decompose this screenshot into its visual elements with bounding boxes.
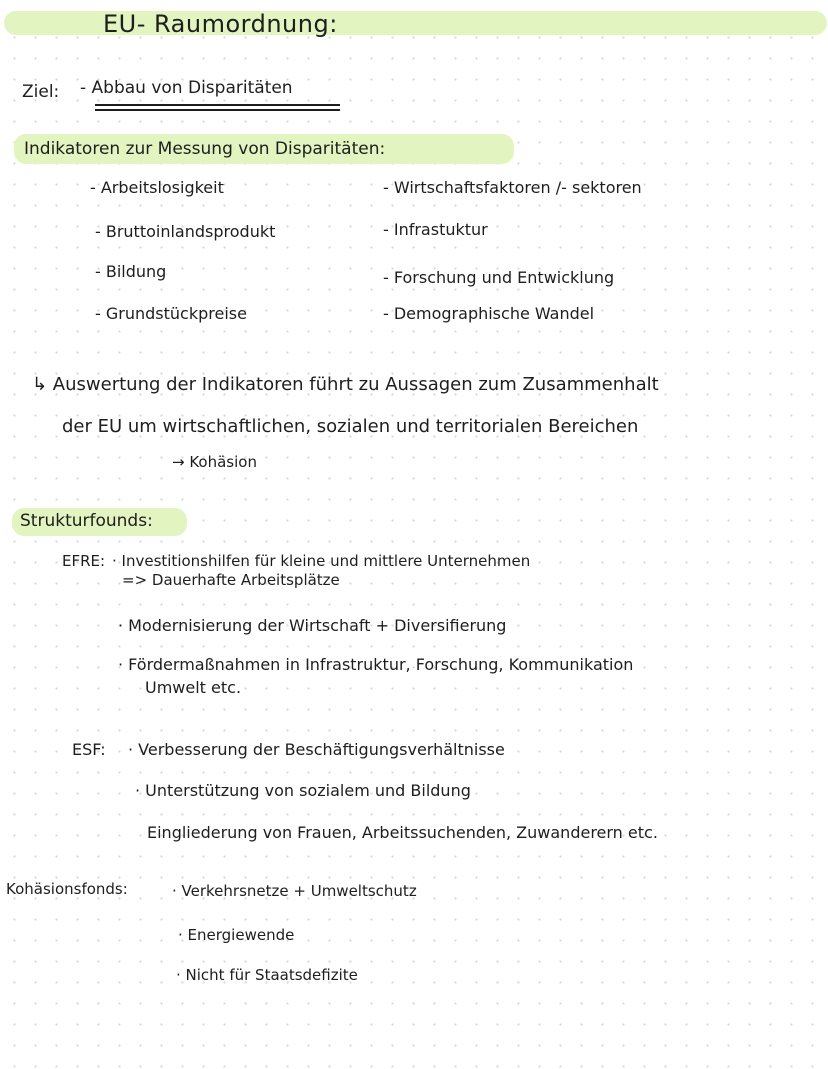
cohesion-fund-line-2: · Energiewende (178, 926, 295, 944)
cohesion-fund-line-3: · Nicht für Staatsdefizite (176, 966, 358, 984)
efre-line-3: · Modernisierung der Wirtschaft + Diversifierung (118, 616, 507, 635)
page-title: EU- Raumordnung: (103, 10, 338, 38)
goal-text: - Abbau von Disparitäten (80, 78, 293, 98)
esf-line-2: · Unterstützung von sozialem und Bildung (135, 781, 471, 800)
evaluation-line-2: der EU um wirtschaftlichen, sozialen und territorialen Bereichen (62, 416, 639, 437)
goal-underline-2 (95, 109, 340, 111)
indicator-left-3: - Bildung (95, 262, 167, 281)
indicator-right-3: - Forschung und Entwicklung (383, 268, 615, 287)
indicators-heading: Indikatoren zur Messung von Disparitäten: (24, 139, 386, 159)
esf-line-1: · Verbesserung der Beschäftigungsverhältnisse (128, 740, 505, 759)
cohesion-fund-line-1: · Verkehrsnetze + Umweltschutz (172, 882, 417, 900)
esf-line-3: Eingliederung von Frauen, Arbeitssuchenden, Zuwanderern etc. (147, 823, 658, 842)
efre-line-2: => Dauerhafte Arbeitsplätze (122, 571, 340, 589)
evaluation-result: → Kohäsion (172, 453, 257, 471)
efre-line-4: · Fördermaßnahmen in Infrastruktur, Forschung, Kommunikation (118, 655, 634, 674)
indicator-right-1: - Wirtschaftsfaktoren /- sektoren (383, 178, 642, 197)
efre-line-1: · Investitionshilfen für kleine und mittlere Unternehmen (112, 552, 531, 570)
cohesion-fund-label: Kohäsionsfonds: (6, 880, 128, 898)
evaluation-line-1: ↳ Auswertung der Indikatoren führt zu Aussagen zum Zusammenhalt (32, 374, 659, 395)
goal-underline-1 (95, 104, 340, 106)
goal-label: Ziel: (22, 82, 60, 102)
indicator-right-4: - Demographische Wandel (383, 304, 595, 323)
indicator-left-2: - Bruttoinlandsprodukt (95, 222, 276, 241)
esf-label: ESF: (72, 740, 106, 759)
indicator-left-4: - Grundstückpreise (95, 304, 247, 323)
efre-label: EFRE: (62, 552, 106, 570)
indicator-right-2: - Infrastuktur (383, 220, 488, 239)
structural-funds-heading: Strukturfounds: (20, 511, 153, 531)
indicator-left-1: - Arbeitslosigkeit (90, 178, 224, 197)
efre-line-5: Umwelt etc. (145, 678, 242, 697)
